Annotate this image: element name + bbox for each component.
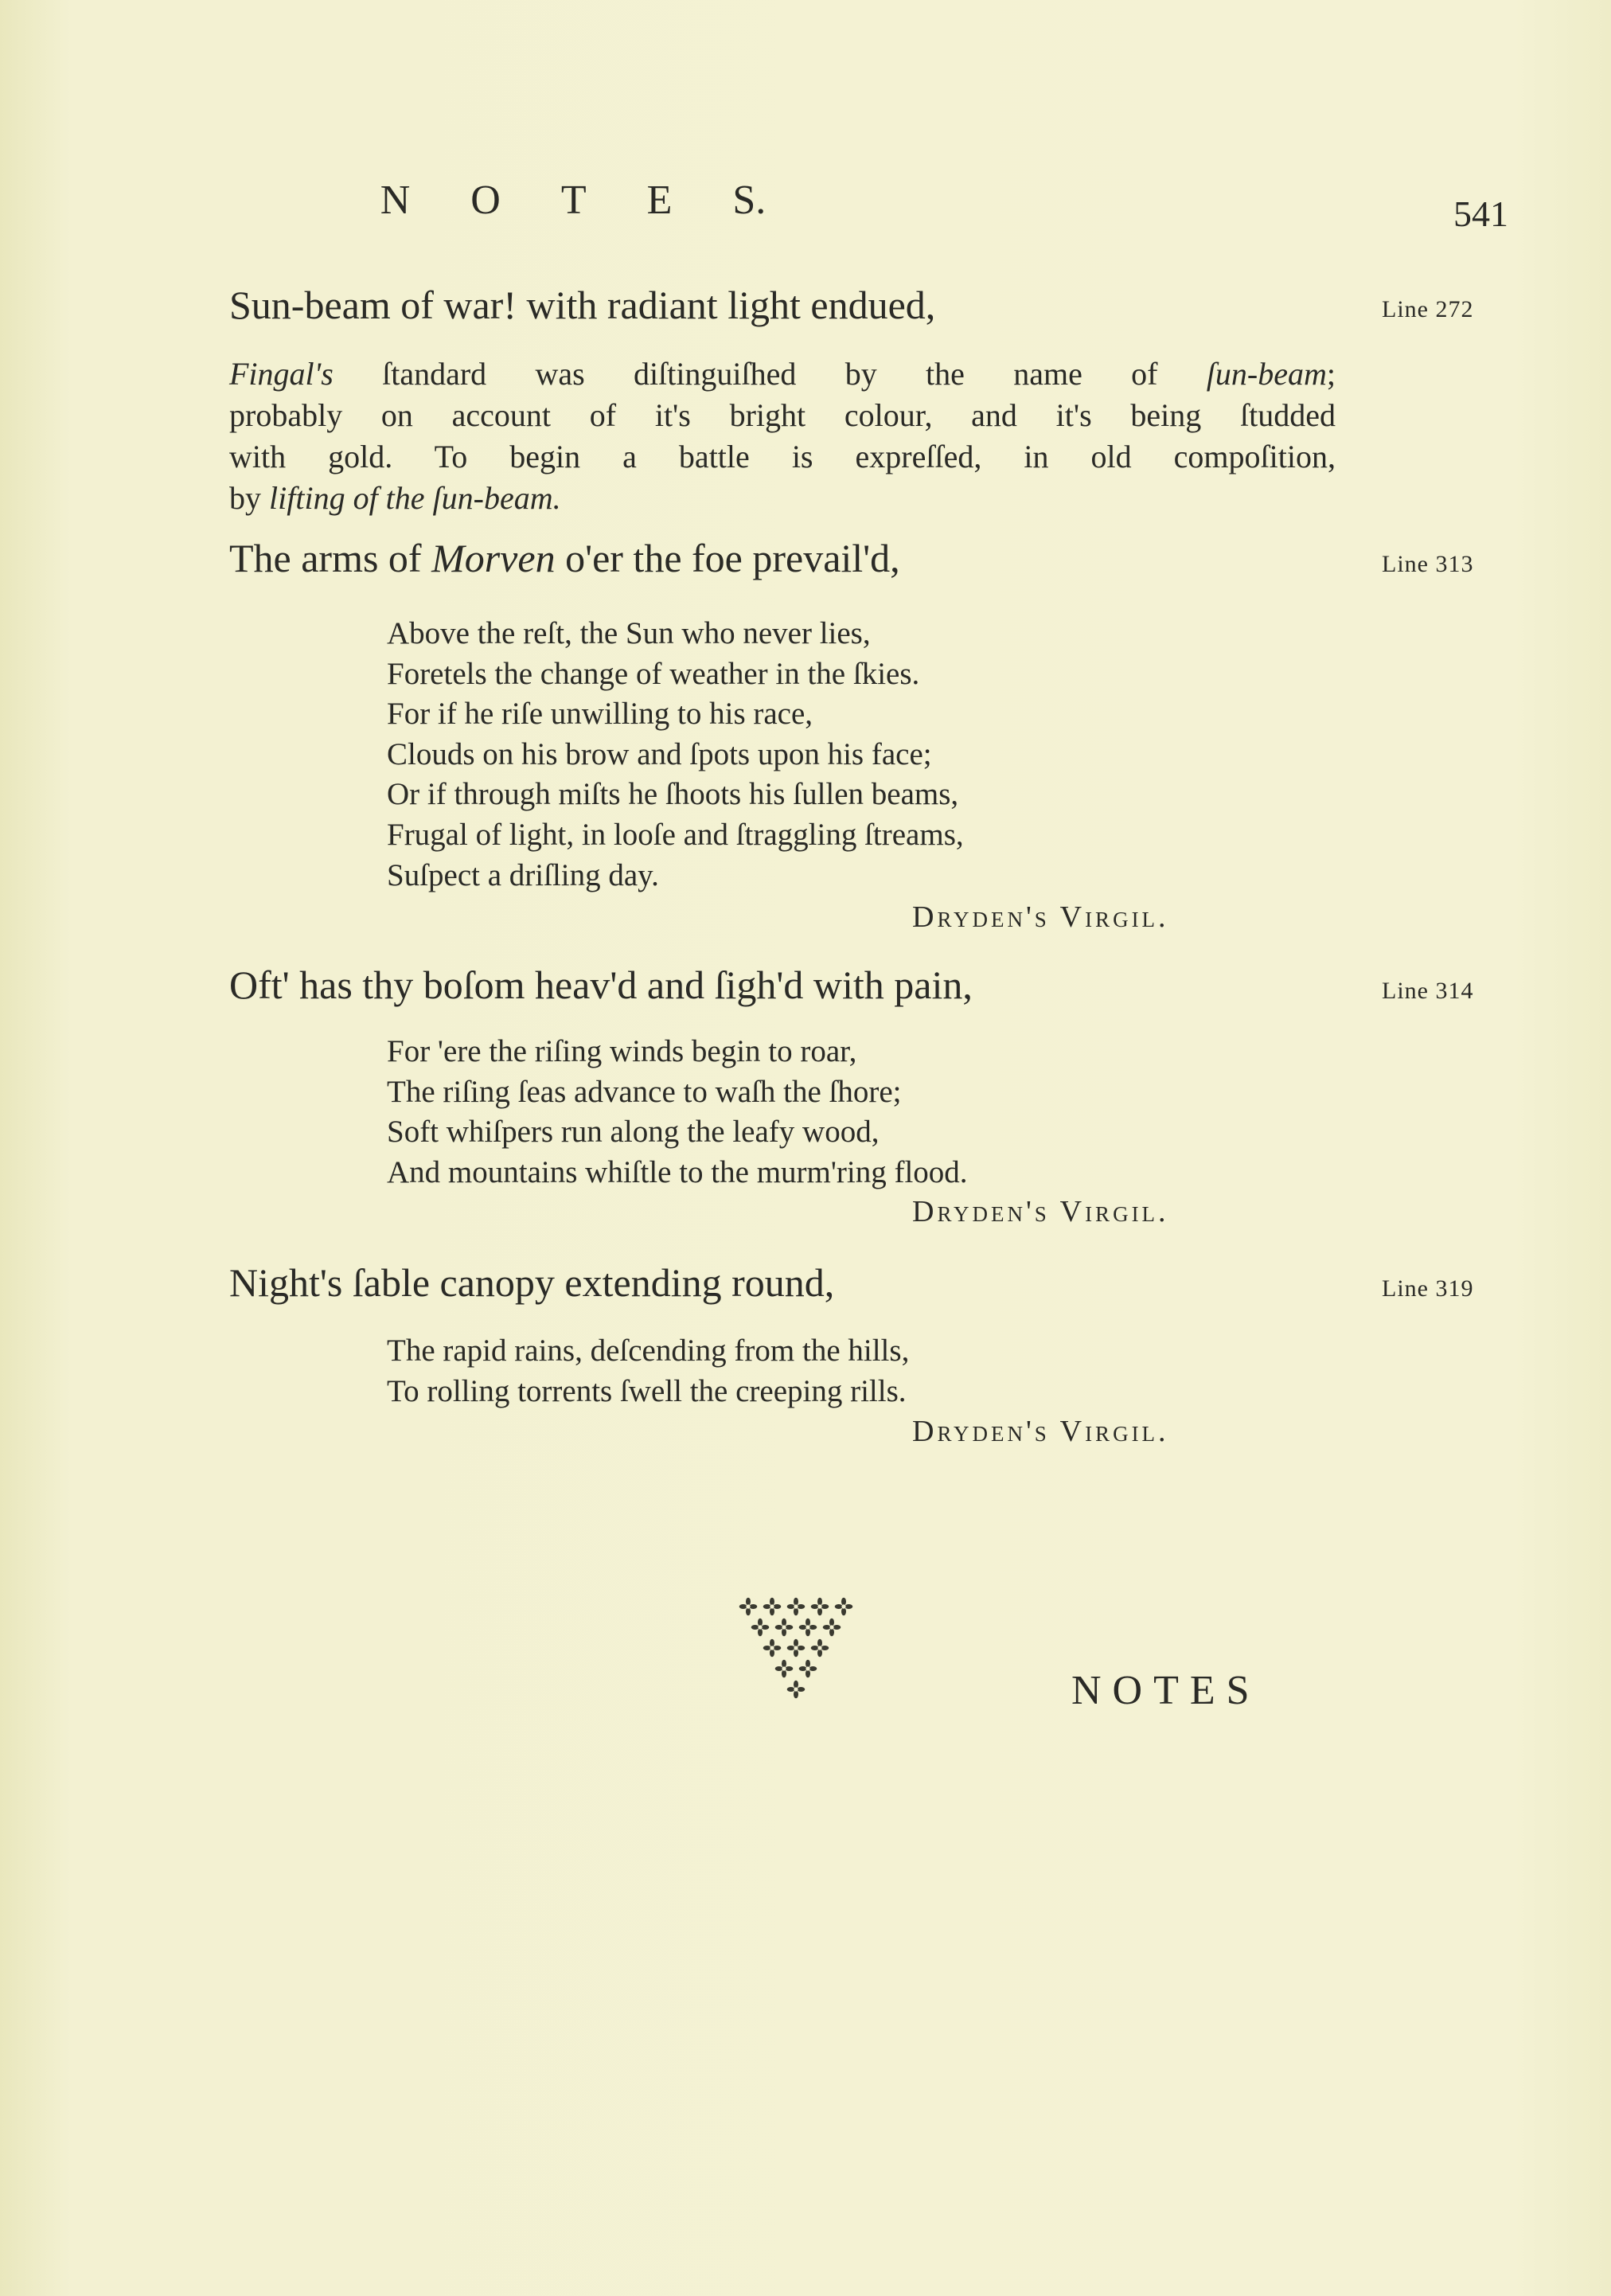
verse-quotation [387, 1331, 909, 1412]
note-lemma: Oft' has thy boſom heav'd and ſigh'd with pain, [229, 963, 973, 1007]
line-reference: Line 314 [1382, 978, 1474, 1004]
fleuron-icon [763, 1598, 782, 1616]
verse-line: Suſpect a driſling day. [387, 857, 659, 892]
fleuron-icon [811, 1598, 829, 1616]
lemma-italic: Morven [431, 536, 556, 580]
verse-line: And mountains whiſtle to the murm'ring flood. [387, 1154, 968, 1189]
running-title-letter: S. [732, 178, 766, 223]
lemma-text: o'er the foe prevail'd, [555, 536, 900, 580]
commentary-line: with gold. To begin a battle is expreſſed, in old compoſition, [229, 439, 1336, 474]
verse-line: To rolling torrents ſwell the creeping rills. [387, 1373, 907, 1408]
verse-line: For 'ere the riſing winds begin to roar, [387, 1034, 857, 1068]
verse-line: Soft whiſpers run along the leafy wood, [387, 1115, 880, 1150]
fleuron-icon [799, 1660, 817, 1678]
fleuron-icon [787, 1681, 806, 1699]
commentary-line [229, 478, 1336, 519]
line-reference: Line 313 [1382, 551, 1474, 577]
verse-line: For if he riſe unwilling to his race, [387, 697, 813, 732]
verse-attribution: Dryden's Virgil. [912, 1415, 1169, 1448]
note-commentary [229, 353, 1336, 519]
note-lemma: Sun-beam of war! with radiant light endued, [229, 283, 936, 327]
commentary-line [229, 353, 1336, 395]
verse-line: The rapid rains, deſcending from the hills, [387, 1333, 910, 1368]
commentary-italic: ſun-beam [1206, 356, 1327, 392]
catchword: NOTES [1071, 1668, 1261, 1713]
verse-attribution: Dryden's Virgil. [912, 900, 1169, 934]
lemma-text: The arms of [229, 536, 432, 580]
commentary-text: ; [1326, 356, 1336, 392]
note-lemma [229, 535, 900, 581]
commentary-line: probably on account of it's bright colour, and it's being ſtudded [229, 397, 1336, 433]
verse-line: Clouds on his brow and ſpots upon his face; [387, 736, 932, 771]
fleuron-icon [787, 1598, 806, 1616]
verse-attribution: Dryden's Virgil. [912, 1195, 1169, 1228]
verse-quotation [387, 614, 964, 896]
commentary-text: by [229, 480, 269, 516]
running-title [0, 177, 1146, 224]
verse-line: The riſing ſeas advance to waſh the ſhore; [387, 1074, 902, 1109]
fleuron-icon [775, 1619, 794, 1637]
fleuron-icon [835, 1598, 853, 1616]
commentary-italic: lifting of the ſun-beam. [269, 480, 561, 516]
verse-quotation [387, 1032, 968, 1193]
fleuron-icon [739, 1598, 758, 1616]
fleuron-icon [775, 1660, 794, 1678]
page-number: 541 [1453, 193, 1508, 234]
fleuron-icon [823, 1619, 841, 1637]
fleuron-icon [787, 1639, 806, 1658]
running-title-letter: E [646, 178, 673, 223]
line-reference: Line 272 [1382, 296, 1474, 322]
verse-line: Or if through miſts he ſhoots his ſullen beams, [387, 777, 959, 812]
fleuron-icon [811, 1639, 829, 1658]
running-title-letter: N [380, 178, 411, 223]
verse-line: Above the reſt, the Sun who never lies, [387, 616, 871, 650]
verse-line: Frugal of light, in looſe and ſtraggling ſtreams, [387, 817, 964, 852]
commentary-italic: Fingal's [229, 356, 334, 392]
fleuron-icon [763, 1639, 782, 1658]
fleuron-icon [799, 1619, 817, 1637]
verse-line: Foretels the change of weather in the ſkies. [387, 656, 920, 691]
fleuron-icon [751, 1619, 770, 1637]
note-lemma: Night's ſable canopy extending round, [229, 1260, 835, 1305]
running-title-letter: O [470, 178, 501, 223]
commentary-text: ſtandard was diſtinguiſhed by the name of [333, 356, 1207, 392]
line-reference: Line 319 [1382, 1275, 1474, 1302]
running-title-letter: T [560, 178, 587, 223]
fleuron-triangle-icon [692, 1591, 899, 1750]
